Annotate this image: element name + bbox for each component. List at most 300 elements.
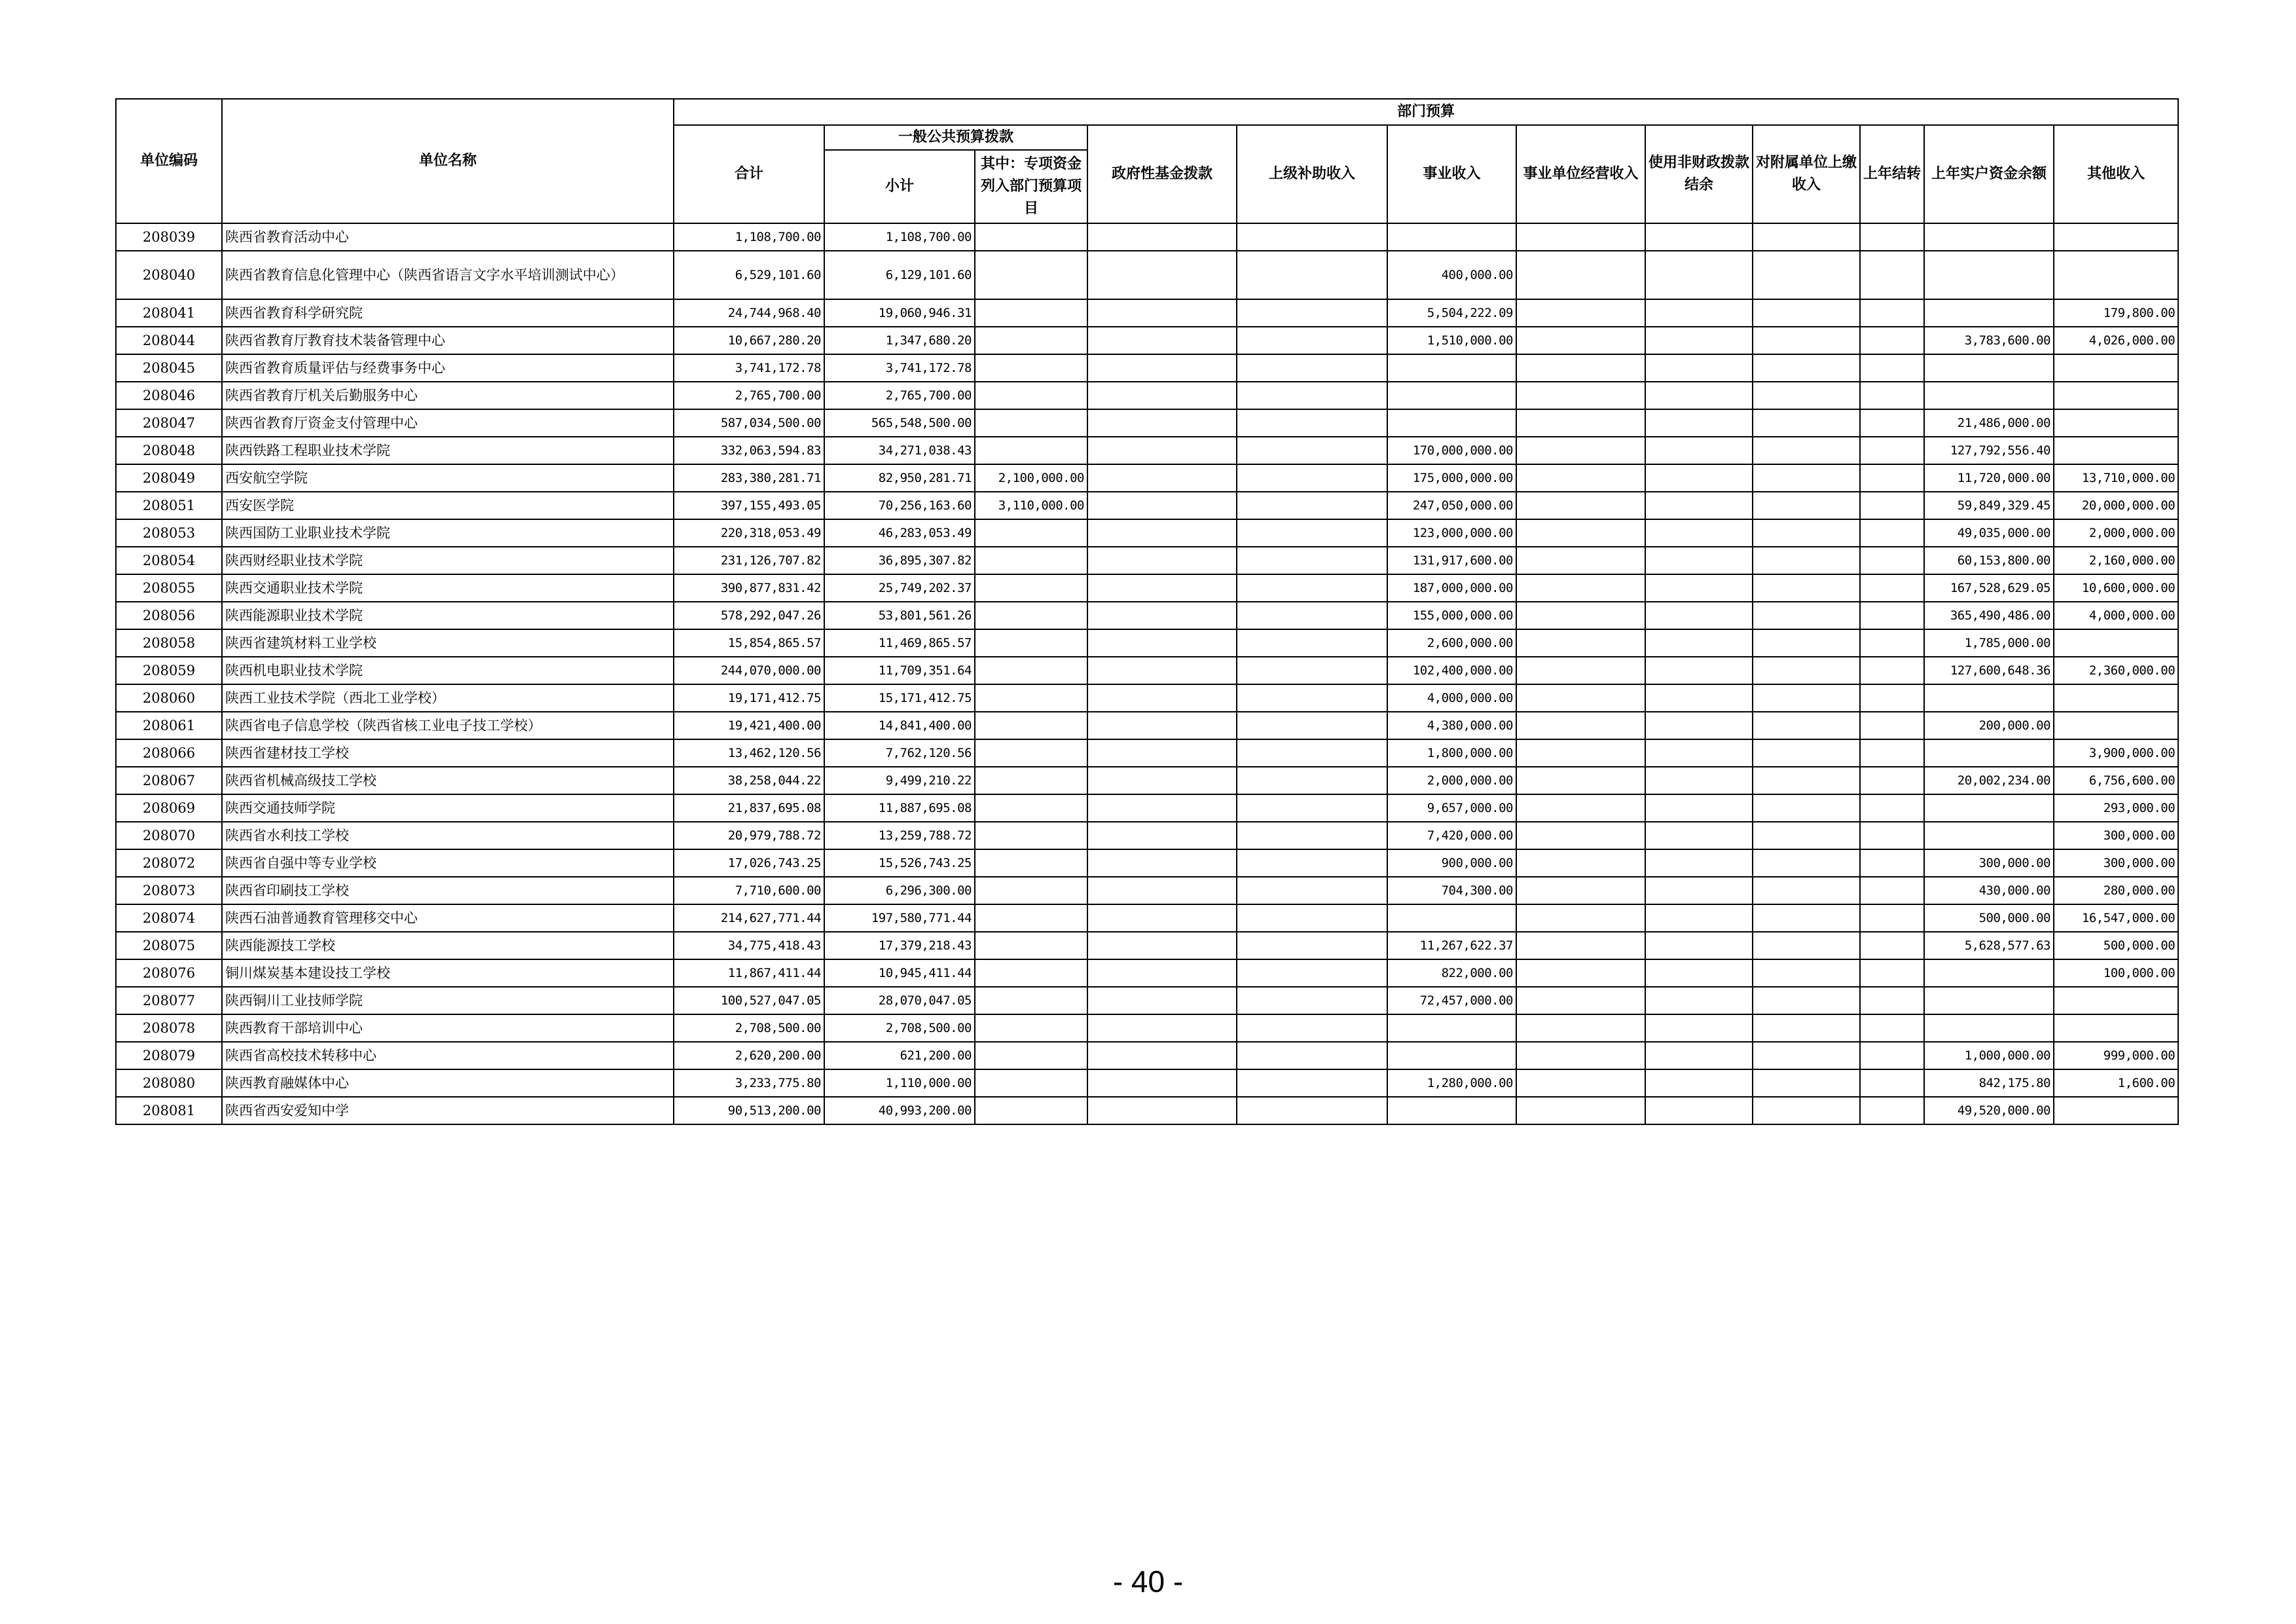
carryover-cell xyxy=(1860,574,1924,602)
subordinate-income-cell xyxy=(1753,794,1860,822)
unit-name-cell: 陕西铜川工业技师学院 xyxy=(222,987,674,1014)
unit-name-cell: 陕西省印刷技工学校 xyxy=(222,877,674,904)
table-body xyxy=(116,223,2178,1124)
unit-code-cell: 208051 xyxy=(116,492,222,519)
subordinate-income-cell xyxy=(1753,382,1860,409)
operating-income-cell xyxy=(1516,959,1645,987)
gov-fund-cell xyxy=(1087,1097,1237,1124)
prior-balance-cell xyxy=(1924,223,2054,251)
table-header xyxy=(116,99,2178,223)
prior-balance-cell: 200,000.00 xyxy=(1924,712,2054,739)
business-income-cell: 123,000,000.00 xyxy=(1387,519,1516,547)
non-fiscal-balance-cell xyxy=(1645,904,1753,932)
subtotal-cell: 2,708,500.00 xyxy=(824,1014,975,1042)
prior-balance-cell: 20,002,234.00 xyxy=(1924,767,2054,794)
total-cell: 19,171,412.75 xyxy=(674,684,824,712)
gov-fund-cell xyxy=(1087,684,1237,712)
special-funds-cell xyxy=(975,382,1087,409)
unit-code-cell: 208079 xyxy=(116,1042,222,1069)
special-funds-cell xyxy=(975,822,1087,849)
business-income-cell xyxy=(1387,223,1516,251)
budget-table xyxy=(115,98,2179,1125)
operating-income-cell xyxy=(1516,904,1645,932)
subtotal-cell: 15,526,743.25 xyxy=(824,849,975,877)
superior-subsidy-cell xyxy=(1237,932,1387,959)
superior-subsidy-cell xyxy=(1237,822,1387,849)
unit-code-cell: 208072 xyxy=(116,849,222,877)
special-funds-cell xyxy=(975,327,1087,354)
prior-balance-cell: 300,000.00 xyxy=(1924,849,2054,877)
unit-code-cell: 208041 xyxy=(116,299,222,327)
gov-fund-cell xyxy=(1087,409,1237,437)
carryover-cell xyxy=(1860,822,1924,849)
operating-income-cell xyxy=(1516,354,1645,382)
unit-code-cell: 208080 xyxy=(116,1069,222,1097)
business-income-cell: 155,000,000.00 xyxy=(1387,602,1516,629)
table-row xyxy=(116,354,2178,382)
unit-name-cell: 陕西省西安爱知中学 xyxy=(222,1097,674,1124)
superior-subsidy-cell xyxy=(1237,629,1387,657)
non-fiscal-balance-cell xyxy=(1645,657,1753,684)
unit-code-cell: 208049 xyxy=(116,464,222,492)
business-income-cell: 1,280,000.00 xyxy=(1387,1069,1516,1097)
header-general-public: 一般公共预算拨款 xyxy=(824,125,1087,150)
prior-balance-cell: 500,000.00 xyxy=(1924,904,2054,932)
business-income-cell: 822,000.00 xyxy=(1387,959,1516,987)
non-fiscal-balance-cell xyxy=(1645,437,1753,464)
subtotal-cell: 25,749,202.37 xyxy=(824,574,975,602)
prior-balance-cell: 49,520,000.00 xyxy=(1924,1097,2054,1124)
total-cell: 3,233,775.80 xyxy=(674,1069,824,1097)
special-funds-cell xyxy=(975,849,1087,877)
carryover-cell xyxy=(1860,1014,1924,1042)
non-fiscal-balance-cell xyxy=(1645,712,1753,739)
other-income-cell xyxy=(2054,409,2178,437)
non-fiscal-balance-cell xyxy=(1645,547,1753,574)
total-cell: 2,765,700.00 xyxy=(674,382,824,409)
gov-fund-cell xyxy=(1087,822,1237,849)
table-row xyxy=(116,519,2178,547)
unit-code-cell: 208078 xyxy=(116,1014,222,1042)
subordinate-income-cell xyxy=(1753,684,1860,712)
total-cell: 397,155,493.05 xyxy=(674,492,824,519)
other-income-cell: 1,600.00 xyxy=(2054,1069,2178,1097)
unit-code-cell: 208047 xyxy=(116,409,222,437)
total-cell: 13,462,120.56 xyxy=(674,739,824,767)
header-prior-balance: 上年实户资金余额 xyxy=(1924,125,2054,223)
special-funds-cell xyxy=(975,684,1087,712)
subordinate-income-cell xyxy=(1753,959,1860,987)
special-funds-cell xyxy=(975,657,1087,684)
subtotal-cell: 1,347,680.20 xyxy=(824,327,975,354)
total-cell: 283,380,281.71 xyxy=(674,464,824,492)
unit-name-cell: 陕西能源职业技术学院 xyxy=(222,602,674,629)
operating-income-cell xyxy=(1516,1014,1645,1042)
carryover-cell xyxy=(1860,629,1924,657)
subtotal-cell: 70,256,163.60 xyxy=(824,492,975,519)
operating-income-cell xyxy=(1516,629,1645,657)
non-fiscal-balance-cell xyxy=(1645,767,1753,794)
non-fiscal-balance-cell xyxy=(1645,1069,1753,1097)
subordinate-income-cell xyxy=(1753,849,1860,877)
superior-subsidy-cell xyxy=(1237,602,1387,629)
special-funds-cell: 3,110,000.00 xyxy=(975,492,1087,519)
total-cell: 587,034,500.00 xyxy=(674,409,824,437)
non-fiscal-balance-cell xyxy=(1645,354,1753,382)
prior-balance-cell: 49,035,000.00 xyxy=(1924,519,2054,547)
table-row xyxy=(116,877,2178,904)
other-income-cell: 100,000.00 xyxy=(2054,959,2178,987)
prior-balance-cell: 365,490,486.00 xyxy=(1924,602,2054,629)
subordinate-income-cell xyxy=(1753,223,1860,251)
total-cell: 2,620,200.00 xyxy=(674,1042,824,1069)
other-income-cell: 3,900,000.00 xyxy=(2054,739,2178,767)
table-row xyxy=(116,739,2178,767)
table-row xyxy=(116,794,2178,822)
unit-code-cell: 208067 xyxy=(116,767,222,794)
other-income-cell: 13,710,000.00 xyxy=(2054,464,2178,492)
business-income-cell xyxy=(1387,1097,1516,1124)
total-cell: 578,292,047.26 xyxy=(674,602,824,629)
unit-code-cell: 208074 xyxy=(116,904,222,932)
header-non-fiscal-balance: 使用非财政拨款结余 xyxy=(1645,125,1753,223)
other-income-cell: 4,026,000.00 xyxy=(2054,327,2178,354)
unit-code-cell: 208059 xyxy=(116,657,222,684)
prior-balance-cell: 1,785,000.00 xyxy=(1924,629,2054,657)
gov-fund-cell xyxy=(1087,299,1237,327)
prior-balance-cell xyxy=(1924,959,2054,987)
special-funds-cell xyxy=(975,794,1087,822)
subtotal-cell: 36,895,307.82 xyxy=(824,547,975,574)
unit-name-cell: 铜川煤炭基本建设技工学校 xyxy=(222,959,674,987)
special-funds-cell xyxy=(975,409,1087,437)
special-funds-cell xyxy=(975,1042,1087,1069)
operating-income-cell xyxy=(1516,251,1645,299)
non-fiscal-balance-cell xyxy=(1645,987,1753,1014)
table-row xyxy=(116,464,2178,492)
unit-name-cell: 陕西省水利技工学校 xyxy=(222,822,674,849)
special-funds-cell xyxy=(975,877,1087,904)
subtotal-cell: 565,548,500.00 xyxy=(824,409,975,437)
business-income-cell xyxy=(1387,354,1516,382)
subordinate-income-cell xyxy=(1753,822,1860,849)
subtotal-cell: 1,110,000.00 xyxy=(824,1069,975,1097)
business-income-cell: 131,917,600.00 xyxy=(1387,547,1516,574)
other-income-cell: 4,000,000.00 xyxy=(2054,602,2178,629)
subtotal-cell: 17,379,218.43 xyxy=(824,932,975,959)
total-cell: 1,108,700.00 xyxy=(674,223,824,251)
business-income-cell: 4,380,000.00 xyxy=(1387,712,1516,739)
total-cell: 10,667,280.20 xyxy=(674,327,824,354)
operating-income-cell xyxy=(1516,382,1645,409)
unit-code-cell: 208055 xyxy=(116,574,222,602)
special-funds-cell xyxy=(975,739,1087,767)
prior-balance-cell xyxy=(1924,822,2054,849)
total-cell: 2,708,500.00 xyxy=(674,1014,824,1042)
prior-balance-cell xyxy=(1924,251,2054,299)
operating-income-cell xyxy=(1516,1069,1645,1097)
total-cell: 15,854,865.57 xyxy=(674,629,824,657)
carryover-cell xyxy=(1860,932,1924,959)
carryover-cell xyxy=(1860,794,1924,822)
unit-name-cell: 陕西省电子信息学校（陕西省核工业电子技工学校） xyxy=(222,712,674,739)
table-row xyxy=(116,602,2178,629)
non-fiscal-balance-cell xyxy=(1645,382,1753,409)
special-funds-cell xyxy=(975,223,1087,251)
other-income-cell: 300,000.00 xyxy=(2054,822,2178,849)
header-business-income: 事业收入 xyxy=(1387,125,1516,223)
table-row xyxy=(116,437,2178,464)
non-fiscal-balance-cell xyxy=(1645,464,1753,492)
gov-fund-cell xyxy=(1087,251,1237,299)
carryover-cell xyxy=(1860,251,1924,299)
superior-subsidy-cell xyxy=(1237,849,1387,877)
unit-code-cell: 208069 xyxy=(116,794,222,822)
business-income-cell: 704,300.00 xyxy=(1387,877,1516,904)
prior-balance-cell xyxy=(1924,1014,2054,1042)
header-carryover: 上年结转 xyxy=(1860,125,1924,223)
total-cell: 214,627,771.44 xyxy=(674,904,824,932)
operating-income-cell xyxy=(1516,492,1645,519)
table-row xyxy=(116,849,2178,877)
operating-income-cell xyxy=(1516,1097,1645,1124)
non-fiscal-balance-cell xyxy=(1645,299,1753,327)
unit-name-cell: 陕西铁路工程职业技术学院 xyxy=(222,437,674,464)
special-funds-cell xyxy=(975,932,1087,959)
carryover-cell xyxy=(1860,519,1924,547)
gov-fund-cell xyxy=(1087,1042,1237,1069)
business-income-cell: 4,000,000.00 xyxy=(1387,684,1516,712)
subordinate-income-cell xyxy=(1753,877,1860,904)
unit-name-cell: 陕西教育干部培训中心 xyxy=(222,1014,674,1042)
subtotal-cell: 6,129,101.60 xyxy=(824,251,975,299)
business-income-cell: 9,657,000.00 xyxy=(1387,794,1516,822)
gov-fund-cell xyxy=(1087,519,1237,547)
non-fiscal-balance-cell xyxy=(1645,1042,1753,1069)
superior-subsidy-cell xyxy=(1237,327,1387,354)
carryover-cell xyxy=(1860,602,1924,629)
total-cell: 231,126,707.82 xyxy=(674,547,824,574)
unit-name-cell: 陕西石油普通教育管理移交中心 xyxy=(222,904,674,932)
table-row xyxy=(116,223,2178,251)
non-fiscal-balance-cell xyxy=(1645,602,1753,629)
other-income-cell: 293,000.00 xyxy=(2054,794,2178,822)
table-row xyxy=(116,657,2178,684)
table-row xyxy=(116,932,2178,959)
subordinate-income-cell xyxy=(1753,1042,1860,1069)
gov-fund-cell xyxy=(1087,492,1237,519)
gov-fund-cell xyxy=(1087,354,1237,382)
unit-code-cell: 208070 xyxy=(116,822,222,849)
prior-balance-cell: 127,792,556.40 xyxy=(1924,437,2054,464)
superior-subsidy-cell xyxy=(1237,959,1387,987)
subordinate-income-cell xyxy=(1753,492,1860,519)
subtotal-cell: 14,841,400.00 xyxy=(824,712,975,739)
unit-name-cell: 陕西机电职业技术学院 xyxy=(222,657,674,684)
operating-income-cell xyxy=(1516,327,1645,354)
carryover-cell xyxy=(1860,354,1924,382)
total-cell: 90,513,200.00 xyxy=(674,1097,824,1124)
total-cell: 3,741,172.78 xyxy=(674,354,824,382)
business-income-cell: 187,000,000.00 xyxy=(1387,574,1516,602)
non-fiscal-balance-cell xyxy=(1645,223,1753,251)
non-fiscal-balance-cell xyxy=(1645,409,1753,437)
subtotal-cell: 197,580,771.44 xyxy=(824,904,975,932)
subtotal-cell: 6,296,300.00 xyxy=(824,877,975,904)
special-funds-cell xyxy=(975,987,1087,1014)
prior-balance-cell: 430,000.00 xyxy=(1924,877,2054,904)
unit-code-cell: 208056 xyxy=(116,602,222,629)
total-cell: 7,710,600.00 xyxy=(674,877,824,904)
subtotal-cell: 10,945,411.44 xyxy=(824,959,975,987)
superior-subsidy-cell xyxy=(1237,492,1387,519)
superior-subsidy-cell xyxy=(1237,739,1387,767)
special-funds-cell xyxy=(975,602,1087,629)
special-funds-cell xyxy=(975,767,1087,794)
carryover-cell xyxy=(1860,327,1924,354)
carryover-cell xyxy=(1860,739,1924,767)
total-cell: 21,837,695.08 xyxy=(674,794,824,822)
gov-fund-cell xyxy=(1087,767,1237,794)
carryover-cell xyxy=(1860,684,1924,712)
subordinate-income-cell xyxy=(1753,657,1860,684)
subtotal-cell: 9,499,210.22 xyxy=(824,767,975,794)
carryover-cell xyxy=(1860,437,1924,464)
business-income-cell: 1,800,000.00 xyxy=(1387,739,1516,767)
total-cell: 24,744,968.40 xyxy=(674,299,824,327)
unit-code-cell: 208039 xyxy=(116,223,222,251)
subordinate-income-cell xyxy=(1753,574,1860,602)
other-income-cell: 10,600,000.00 xyxy=(2054,574,2178,602)
unit-name-cell: 陕西省高校技术转移中心 xyxy=(222,1042,674,1069)
carryover-cell xyxy=(1860,409,1924,437)
prior-balance-cell: 167,528,629.05 xyxy=(1924,574,2054,602)
special-funds-cell xyxy=(975,519,1087,547)
subordinate-income-cell xyxy=(1753,547,1860,574)
non-fiscal-balance-cell xyxy=(1645,739,1753,767)
subtotal-cell: 34,271,038.43 xyxy=(824,437,975,464)
non-fiscal-balance-cell xyxy=(1645,629,1753,657)
non-fiscal-balance-cell xyxy=(1645,574,1753,602)
header-superior-subsidy: 上级补助收入 xyxy=(1237,125,1387,223)
table-row xyxy=(116,1069,2178,1097)
gov-fund-cell xyxy=(1087,547,1237,574)
subordinate-income-cell xyxy=(1753,767,1860,794)
subtotal-cell: 3,741,172.78 xyxy=(824,354,975,382)
table-row xyxy=(116,684,2178,712)
other-income-cell xyxy=(2054,629,2178,657)
unit-code-cell: 208058 xyxy=(116,629,222,657)
header-subordinate-income: 对附属单位上缴收入 xyxy=(1753,125,1860,223)
prior-balance-cell: 842,175.80 xyxy=(1924,1069,2054,1097)
table-row xyxy=(116,1097,2178,1124)
unit-name-cell: 陕西省教育科学研究院 xyxy=(222,299,674,327)
subordinate-income-cell xyxy=(1753,712,1860,739)
table-row xyxy=(116,382,2178,409)
other-income-cell: 500,000.00 xyxy=(2054,932,2178,959)
non-fiscal-balance-cell xyxy=(1645,1097,1753,1124)
other-income-cell: 280,000.00 xyxy=(2054,877,2178,904)
gov-fund-cell xyxy=(1087,932,1237,959)
header-unit-code: 单位编码 xyxy=(116,99,222,223)
table-row xyxy=(116,987,2178,1014)
carryover-cell xyxy=(1860,1097,1924,1124)
special-funds-cell xyxy=(975,1097,1087,1124)
unit-code-cell: 208053 xyxy=(116,519,222,547)
business-income-cell: 5,504,222.09 xyxy=(1387,299,1516,327)
other-income-cell xyxy=(2054,712,2178,739)
superior-subsidy-cell xyxy=(1237,877,1387,904)
carryover-cell xyxy=(1860,1042,1924,1069)
subordinate-income-cell xyxy=(1753,1097,1860,1124)
operating-income-cell xyxy=(1516,794,1645,822)
superior-subsidy-cell xyxy=(1237,794,1387,822)
other-income-cell: 300,000.00 xyxy=(2054,849,2178,877)
unit-code-cell: 208066 xyxy=(116,739,222,767)
operating-income-cell xyxy=(1516,932,1645,959)
subordinate-income-cell xyxy=(1753,602,1860,629)
special-funds-cell xyxy=(975,547,1087,574)
prior-balance-cell: 3,783,600.00 xyxy=(1924,327,2054,354)
total-cell: 17,026,743.25 xyxy=(674,849,824,877)
other-income-cell: 20,000,000.00 xyxy=(2054,492,2178,519)
unit-name-cell: 陕西交通技师学院 xyxy=(222,794,674,822)
subtotal-cell: 19,060,946.31 xyxy=(824,299,975,327)
subordinate-income-cell xyxy=(1753,299,1860,327)
unit-code-cell: 208040 xyxy=(116,251,222,299)
unit-name-cell: 陕西省教育信息化管理中心（陕西省语言文字水平培训测试中心） xyxy=(222,251,674,299)
gov-fund-cell xyxy=(1087,1069,1237,1097)
gov-fund-cell xyxy=(1087,629,1237,657)
non-fiscal-balance-cell xyxy=(1645,959,1753,987)
non-fiscal-balance-cell xyxy=(1645,849,1753,877)
unit-code-cell: 208081 xyxy=(116,1097,222,1124)
unit-code-cell: 208061 xyxy=(116,712,222,739)
special-funds-cell xyxy=(975,299,1087,327)
subtotal-cell: 13,259,788.72 xyxy=(824,822,975,849)
header-operating-income: 事业单位经营收入 xyxy=(1516,125,1645,223)
business-income-cell: 175,000,000.00 xyxy=(1387,464,1516,492)
gov-fund-cell xyxy=(1087,987,1237,1014)
subtotal-cell: 15,171,412.75 xyxy=(824,684,975,712)
non-fiscal-balance-cell xyxy=(1645,492,1753,519)
carryover-cell xyxy=(1860,1069,1924,1097)
table-row xyxy=(116,251,2178,299)
other-income-cell: 179,800.00 xyxy=(2054,299,2178,327)
operating-income-cell xyxy=(1516,299,1645,327)
carryover-cell xyxy=(1860,987,1924,1014)
prior-balance-cell: 59,849,329.45 xyxy=(1924,492,2054,519)
other-income-cell xyxy=(2054,437,2178,464)
special-funds-cell xyxy=(975,251,1087,299)
superior-subsidy-cell xyxy=(1237,767,1387,794)
superior-subsidy-cell xyxy=(1237,1042,1387,1069)
carryover-cell xyxy=(1860,849,1924,877)
other-income-cell xyxy=(2054,1097,2178,1124)
special-funds-cell xyxy=(975,1069,1087,1097)
other-income-cell xyxy=(2054,684,2178,712)
subtotal-cell: 621,200.00 xyxy=(824,1042,975,1069)
superior-subsidy-cell xyxy=(1237,354,1387,382)
carryover-cell xyxy=(1860,904,1924,932)
header-unit-name: 单位名称 xyxy=(222,99,674,223)
business-income-cell: 247,050,000.00 xyxy=(1387,492,1516,519)
unit-name-cell: 陕西省教育厅资金支付管理中心 xyxy=(222,409,674,437)
special-funds-cell: 2,100,000.00 xyxy=(975,464,1087,492)
other-income-cell xyxy=(2054,987,2178,1014)
header-gov-fund: 政府性基金拨款 xyxy=(1087,125,1237,223)
table-row xyxy=(116,904,2178,932)
